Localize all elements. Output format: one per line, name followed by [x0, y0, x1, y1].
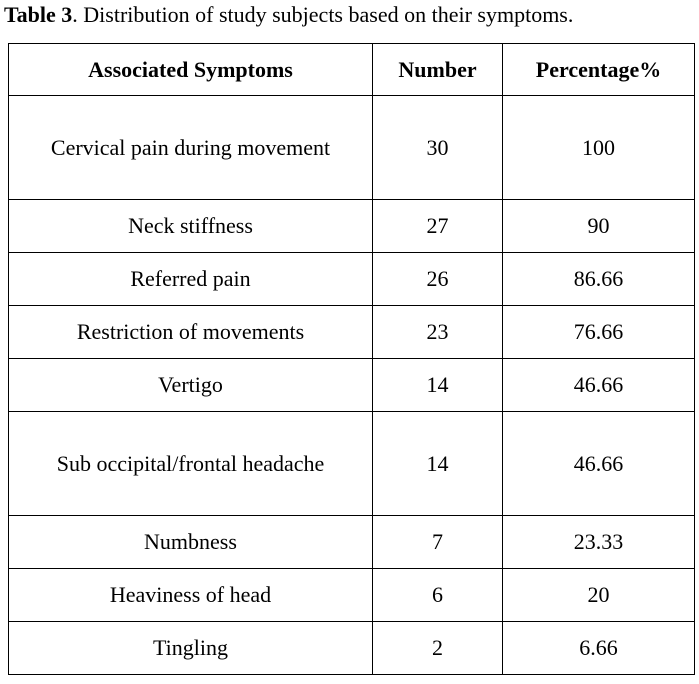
- symptom-cell: Cervical pain during movement: [9, 96, 373, 200]
- table-row: [9, 96, 695, 200]
- number-cell: 23: [373, 306, 503, 359]
- table-caption: [4, 2, 573, 28]
- table-header-row: [9, 44, 695, 96]
- symptom-cell: Heaviness of head: [9, 569, 373, 622]
- number-cell: 27: [373, 200, 503, 253]
- percentage-cell: 23.33: [503, 516, 695, 569]
- symptom-cell: Sub occipital/frontal headache: [9, 412, 373, 516]
- symptom-cell: Tingling: [9, 622, 373, 675]
- percentage-cell: 6.66: [503, 622, 695, 675]
- number-cell: 30: [373, 96, 503, 200]
- symptoms-table: [8, 43, 695, 675]
- table-row: [9, 412, 695, 516]
- symptom-cell: Neck stiffness: [9, 200, 373, 253]
- table-row: [9, 306, 695, 359]
- table-row: [9, 200, 695, 253]
- header-number: Number: [373, 44, 503, 96]
- table-row: [9, 253, 695, 306]
- number-cell: 2: [373, 622, 503, 675]
- symptom-cell: Restriction of movements: [9, 306, 373, 359]
- table-row: [9, 622, 695, 675]
- symptom-cell: Vertigo: [9, 359, 373, 412]
- header-associated-symptoms: Associated Symptoms: [9, 44, 373, 96]
- number-cell: 7: [373, 516, 503, 569]
- table-row: [9, 359, 695, 412]
- table-caption-text: . Distribution of study subjects based on their symptoms.: [72, 2, 574, 27]
- header-percentage: Percentage%: [503, 44, 695, 96]
- table-caption-label: Table 3: [4, 2, 73, 27]
- percentage-cell: 20: [503, 569, 695, 622]
- percentage-cell: 90: [503, 200, 695, 253]
- table-row: [9, 516, 695, 569]
- percentage-cell: 100: [503, 96, 695, 200]
- percentage-cell: 86.66: [503, 253, 695, 306]
- percentage-cell: 46.66: [503, 412, 695, 516]
- table-row: [9, 569, 695, 622]
- number-cell: 14: [373, 359, 503, 412]
- percentage-cell: 76.66: [503, 306, 695, 359]
- number-cell: 14: [373, 412, 503, 516]
- percentage-cell: 46.66: [503, 359, 695, 412]
- number-cell: 26: [373, 253, 503, 306]
- number-cell: 6: [373, 569, 503, 622]
- symptom-cell: Referred pain: [9, 253, 373, 306]
- symptom-cell: Numbness: [9, 516, 373, 569]
